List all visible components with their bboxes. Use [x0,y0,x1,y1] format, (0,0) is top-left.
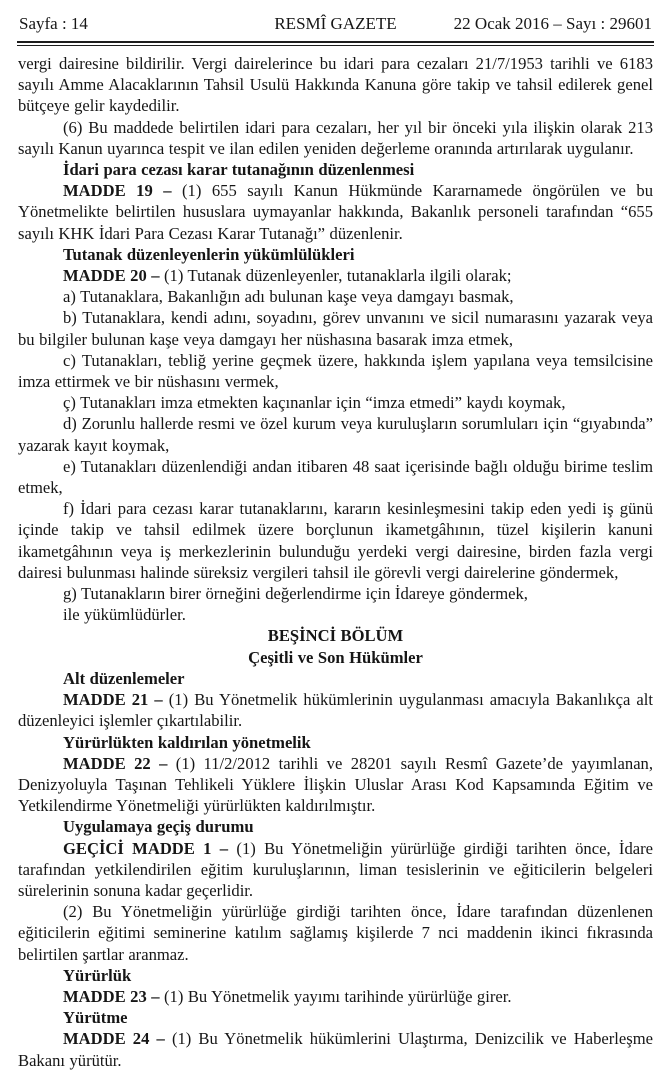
block-text: (1) 11/2/2012 tarihli ve 28201 sayılı Resmî Gazete’de yayımlanan, Denizyoluyla Taşınan Tehlikeli Yüklere İlişkin Uluslar Arası Kod Kapsamında Eğitim ve Yetkilendirme Yönetmeliği yürürlükten kaldırılmıştır. [18,753,654,816]
block-text: (2) Bu Yönetmeliğin yürürlüğe girdiği tarihten önce, İdare tarafından düzenlenen eğiticilerin eğitimi seminerine katılım sağlamış kişilerde 7 nci maddenin ikinci fıkrasında belirtilen şartlar aranmaz. [18,902,653,964]
block-text: BEŞİNCİ BÖLÜM [267,626,404,646]
paragraph [18,53,653,117]
article-number-label: MADDE 23 – [63,986,165,1006]
block-text: c) Tutanakları, tebliğ yerine geçmek üzere, hakkında işlem yapılana veya temsilcisine imza ettirmek ve bir nüshasını vermek, [18,350,653,392]
article-number-label: MADDE 24 – [63,1029,172,1049]
block-text: (1) Bu Yönetmelik yayımı tarihinde yürürlüğe girer. [164,986,512,1006]
page-header [17,13,654,39]
block-text: (1) Bu Yönetmelik hükümlerinin uygulanması amacıyla Bakanlıkça alt düzenleyici işlemler çıkartılabilir. [18,690,654,731]
section-heading [18,965,653,986]
paragraph [18,350,653,392]
block-text: İdari para cezası karar tutanağının düzenlenmesi [63,160,415,180]
block-text: f) İdari para cezası karar tutanaklarını, kararın kesinleşmesini takip eden yedi iş günü içinde takip ve tahsil edilmek üzere borçlunun ikametgâhının, tüzel kişilerin kanuni ikametgâhının veya iş merkezlerinin bulunduğu yerdeki vergi dairesine, birden fazla vergi dairesi bulunması halinde süreksiz vergileri tahsil ile görevli vergi dairelerine göndermek, [18,499,653,582]
paragraph [18,180,653,244]
block-text: Yürürlük [63,965,132,985]
paragraph [18,901,653,965]
section-heading [18,159,653,180]
block-text: Çeşitli ve Son Hükümler [248,647,423,667]
block-text: vergi dairesine bildirilir. Vergi dairelerince bu idari para cezaları 21/7/1953 tarihli ve 6183 sayılı Amme Alacaklarının Tahsil Usulü Hakkında Kanuna göre takip ve tahsil edilerek genel bütçeye gelir kaydedilir. [18,54,653,116]
section-heading [18,668,653,689]
section-heading [18,244,653,265]
block-text: d) Zorunlu hallerde resmi ve özel kurum veya kuruluşların sorumluları için “gıyabında” yazarak kayıt koymak, [18,414,653,455]
chapter-heading [18,625,653,646]
section-heading [18,816,653,837]
block-text: (1) 655 sayılı Kanun Hükmünde Kararnamede öngörülen ve bu Yönetmelikte belirtilen hususlara uymayanlar hakkında, Bakanlık personeli tarafından “655 sayılı KHK İdari Para Cezası Karar Tutanağı” düzenlenir. [18,181,653,243]
block-text: b) Tutanaklara, kendi adını, soyadını, görev unvanını ve sicil numarasını yazarak veya bu bilgiler bulunan kaşe veya damgayı her nüshasına basarak imza etmek, [18,308,653,349]
block-text: Yürütme [63,1008,128,1028]
block-text: (1) Bu Yönetmeliğin yürürlüğe girdiği tarihten önce, İdare tarafından yetkilendirilen eğitim kuruluşlarının, liman tesislerinin ve eğiticilerin belgeleri sürelerinin sonuna kadar geçerlidir. [18,838,653,900]
block-text: ç) Tutanakları imza etmekten kaçınanlar için “imza etmedi” kaydı koymak, [63,393,566,413]
paragraph [18,265,653,286]
issue-date-number: 22 Ocak 2016 – Sayı : 29601 [453,14,652,33]
block-text: Uygulamaya geçiş durumu [63,817,254,837]
paragraph [18,838,653,902]
paragraph [18,498,653,583]
block-text: (1) Bu Yönetmelik hükümlerini Ulaştırma, Denizcilik ve Haberleşme Bakanı yürütür. [18,1029,653,1070]
article-number-label: MADDE 21 – [63,690,169,710]
article-number-label: MADDE 22 – [63,753,176,773]
chapter-heading [18,647,653,668]
header-double-rule [17,41,654,46]
paragraph [18,456,653,498]
block-text: e) Tutanakları düzenlendiği andan itibaren 48 saat içerisinde bağlı olduğu birime teslim etmek, [18,456,653,498]
section-heading [18,1007,653,1028]
paragraph [18,753,653,817]
article-number-label: MADDE 20 – [63,266,165,286]
paragraph [18,286,653,307]
paragraph [18,583,653,604]
block-text: (6) Bu maddede belirtilen idari para cezaları, her yıl bir önceki yıla ilişkin olarak 213 sayılı Kanun uyarınca tespit ve ilan edilen yeniden değerleme oranında artırılarak uygulanır. [18,117,653,158]
paragraph [18,392,653,413]
article-number-label: GEÇİCİ MADDE 1 – [63,838,237,858]
paragraph [18,413,653,455]
block-text: Yürürlükten kaldırılan yönetmelik [63,732,311,752]
paragraph [18,986,653,1007]
paragraph [18,1028,653,1070]
block-text: (1) Tutanak düzenleyenler, tutanaklarla ilgili olarak; [164,266,512,286]
page-number-label: Sayfa : 14 [19,14,88,33]
block-text: g) Tutanakların birer örneğini değerlendirme için İdareye göndermek, [63,584,528,604]
paragraph [18,604,653,625]
paragraph [18,689,653,731]
gazette-title: RESMÎ GAZETE [274,14,397,33]
document-body [17,53,654,1071]
block-text: Tutanak düzenleyenlerin yükümlülükleri [63,244,355,264]
block-text: Alt düzenlemeler [63,668,185,688]
section-heading [18,732,653,753]
article-number-label: MADDE 19 – [63,181,183,201]
paragraph [18,307,653,349]
block-text: a) Tutanaklara, Bakanlığın adı bulunan kaşe veya damgayı basmak, [63,287,514,307]
paragraph [18,117,653,159]
block-text: ile yükümlüdürler. [63,605,186,625]
